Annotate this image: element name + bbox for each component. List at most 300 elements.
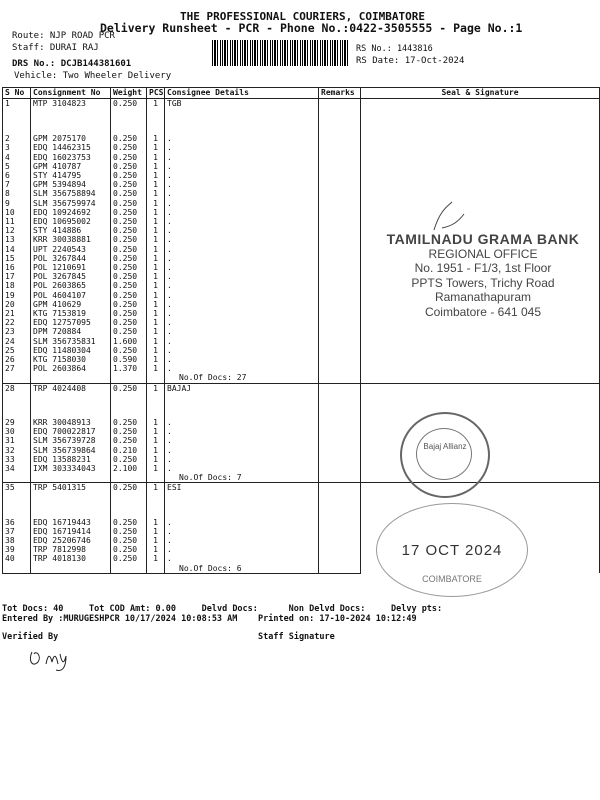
spacer-cell (147, 108, 165, 134)
consignment-no: IXM 303334043 (31, 464, 111, 473)
vehicle: Vehicle: Two Wheeler Delivery (14, 71, 172, 81)
consignment-no: EDQ 14462315 (31, 143, 111, 152)
bank-stamp-line: No. 1951 - F1/3, 1st Floor (414, 261, 552, 275)
consignee: . (165, 263, 319, 272)
sno: 35 (3, 483, 31, 493)
consignee: . (165, 455, 319, 464)
consignment-no: STY 414886 (31, 226, 111, 235)
col-consignee: Consignee Details (165, 88, 319, 99)
consignee: . (165, 180, 319, 189)
sno: 21 (3, 309, 31, 318)
remarks (319, 309, 361, 318)
remarks (319, 455, 361, 464)
remarks (319, 464, 361, 473)
consignee: . (165, 346, 319, 355)
col-pcs: PCS (147, 88, 165, 99)
pcs: 1 (147, 464, 165, 473)
sno (3, 373, 31, 383)
weight: 0.250 (111, 226, 147, 235)
sno: 19 (3, 291, 31, 300)
pcs: 1 (147, 291, 165, 300)
rs-date: RS Date: 17-Oct-2024 (356, 56, 465, 66)
consignment-no: EDQ 16719414 (31, 527, 111, 536)
consignment-no (31, 473, 111, 483)
sno: 25 (3, 346, 31, 355)
consignment-no: SLM 356735831 (31, 337, 111, 346)
consignment-no: KRR 30038881 (31, 235, 111, 244)
weight (111, 564, 147, 574)
table-row (3, 99, 600, 109)
spacer-cell (147, 493, 165, 518)
weight: 0.250 (111, 545, 147, 554)
remarks (319, 318, 361, 327)
remarks (319, 346, 361, 355)
pcs: 1 (147, 545, 165, 554)
consignment-no: GPM 2075170 (31, 134, 111, 143)
remarks (319, 355, 361, 364)
weight: 0.250 (111, 162, 147, 171)
consignee: . (165, 364, 319, 373)
consignment-no: KTG 7153819 (31, 309, 111, 318)
pcs: 1 (147, 309, 165, 318)
consignment-no: EDQ 10924692 (31, 208, 111, 217)
docs-count: No.Of Docs: 7 (165, 473, 319, 483)
consignment-no: GPM 410787 (31, 162, 111, 171)
remarks (319, 383, 361, 393)
weight: 0.250 (111, 245, 147, 254)
remarks (319, 199, 361, 208)
col-seal: Seal & Signature (361, 88, 600, 99)
sno: 26 (3, 355, 31, 364)
pcs: 1 (147, 162, 165, 171)
verified-by: Verified By (2, 632, 59, 642)
weight: 0.250 (111, 153, 147, 162)
sno: 36 (3, 518, 31, 527)
pcs: 1 (147, 337, 165, 346)
consignee: . (165, 189, 319, 198)
consignee: ESI (165, 483, 319, 493)
consignee: BAJAJ (165, 383, 319, 393)
remarks (319, 272, 361, 281)
weight: 0.250 (111, 518, 147, 527)
consignee: . (165, 235, 319, 244)
sno: 40 (3, 554, 31, 563)
sno: 24 (3, 337, 31, 346)
consignee: . (165, 217, 319, 226)
weight: 0.250 (111, 99, 147, 109)
weight: 2.100 (111, 464, 147, 473)
staff: Staff: DURAI RAJ (12, 43, 99, 53)
pcs: 1 (147, 455, 165, 464)
sno: 28 (3, 383, 31, 393)
weight: 0.250 (111, 318, 147, 327)
consignment-no: TRP 4024408 (31, 383, 111, 393)
weight: 0.250 (111, 483, 147, 493)
pcs: 1 (147, 281, 165, 290)
consignee: . (165, 554, 319, 563)
sno: 11 (3, 217, 31, 226)
pcs: 1 (147, 536, 165, 545)
spacer-cell (3, 393, 31, 418)
tot-docs: Tot Docs: 40 (2, 604, 64, 614)
weight: 0.250 (111, 291, 147, 300)
delvd-docs: Delvd Docs: (201, 604, 258, 614)
sno: 14 (3, 245, 31, 254)
remarks (319, 189, 361, 198)
remarks (319, 473, 361, 483)
pcs: 1 (147, 272, 165, 281)
pcs: 1 (147, 245, 165, 254)
weight: 0.250 (111, 254, 147, 263)
weight: 0.590 (111, 355, 147, 364)
weight: 0.250 (111, 300, 147, 309)
pcs: 1 (147, 217, 165, 226)
consignment-no: EDQ 25206746 (31, 536, 111, 545)
col-consignment: Consignment No (31, 88, 111, 99)
sno: 1 (3, 99, 31, 109)
spacer-cell (111, 393, 147, 418)
bank-stamp-line: REGIONAL OFFICE (428, 246, 538, 261)
pcs: 1 (147, 436, 165, 445)
sno: 30 (3, 427, 31, 436)
pcs: 1 (147, 143, 165, 152)
weight: 0.250 (111, 527, 147, 536)
consignee: . (165, 327, 319, 336)
sno: 5 (3, 162, 31, 171)
staff-signature: Staff Signature (258, 632, 335, 642)
consignee: . (165, 518, 319, 527)
weight: 0.250 (111, 180, 147, 189)
remarks (319, 208, 361, 217)
remarks (319, 291, 361, 300)
remarks (319, 180, 361, 189)
company-seal (400, 412, 490, 498)
consignment-no: POL 4604107 (31, 291, 111, 300)
consignee: . (165, 226, 319, 235)
spacer-cell (31, 493, 111, 518)
col-weight: Weight (111, 88, 147, 99)
consignee: . (165, 208, 319, 217)
consignment-no (31, 373, 111, 383)
consignee: . (165, 309, 319, 318)
tot-cod: Tot COD Amt: 0.00 (89, 604, 177, 614)
weight: 0.250 (111, 309, 147, 318)
spacer-cell (3, 108, 31, 134)
sno: 17 (3, 272, 31, 281)
sno: 34 (3, 464, 31, 473)
footer-totals (2, 604, 442, 614)
pcs: 1 (147, 355, 165, 364)
sno: 4 (3, 153, 31, 162)
weight: 1.370 (111, 364, 147, 373)
remarks (319, 134, 361, 143)
sno: 39 (3, 545, 31, 554)
verifier-signature (26, 644, 86, 674)
sno: 2 (3, 134, 31, 143)
consignment-no: POL 3267844 (31, 254, 111, 263)
consignment-no: MTP 3104823 (31, 99, 111, 109)
entered-by: Entered By :MURUGESHPCR 10/17/2024 10:08:53 AM (2, 614, 238, 624)
sno: 15 (3, 254, 31, 263)
consignee: . (165, 427, 319, 436)
sno: 22 (3, 318, 31, 327)
spacer-cell (165, 493, 319, 518)
delvy-pts: Delvy pts: (390, 604, 443, 614)
consignee: . (165, 527, 319, 536)
sno (3, 564, 31, 574)
weight: 0.250 (111, 189, 147, 198)
pcs: 1 (147, 263, 165, 272)
sno: 3 (3, 143, 31, 152)
spacer-cell (319, 393, 361, 418)
route: Route: NJP ROAD PCR (12, 31, 115, 41)
sno: 18 (3, 281, 31, 290)
printed-on: Printed on: 17-10-2024 10:12:49 (258, 614, 417, 624)
pcs: 1 (147, 208, 165, 217)
pcs: 1 (147, 346, 165, 355)
remarks (319, 99, 361, 109)
consignment-no: EDQ 16719443 (31, 518, 111, 527)
weight: 0.250 (111, 272, 147, 281)
consignment-no: STY 414795 (31, 171, 111, 180)
remarks (319, 171, 361, 180)
barcode (212, 40, 348, 66)
pcs: 1 (147, 189, 165, 198)
consignee: . (165, 245, 319, 254)
consignee: . (165, 171, 319, 180)
consignment-no: POL 2603864 (31, 364, 111, 373)
docs-count: No.Of Docs: 6 (165, 564, 319, 574)
weight: 0.250 (111, 536, 147, 545)
spacer-cell (147, 393, 165, 418)
pcs: 1 (147, 527, 165, 536)
weight: 0.250 (111, 134, 147, 143)
pcs: 1 (147, 518, 165, 527)
weight: 0.250 (111, 235, 147, 244)
remarks (319, 327, 361, 336)
weight: 0.250 (111, 171, 147, 180)
pcs: 1 (147, 383, 165, 393)
rs-number: RS No.: 1443816 (356, 44, 433, 54)
signature-mark (430, 200, 470, 234)
remarks (319, 254, 361, 263)
pcs: 1 (147, 199, 165, 208)
consignee: . (165, 355, 319, 364)
sno: 32 (3, 446, 31, 455)
pcs (147, 473, 165, 483)
remarks (319, 153, 361, 162)
spacer-cell (165, 393, 319, 418)
date-stamp (376, 503, 528, 597)
consignment-no (31, 564, 111, 574)
remarks (319, 373, 361, 383)
drs-number: DRS No.: DCJB144381601 (12, 59, 132, 69)
consignment-no: TRP 7812998 (31, 545, 111, 554)
company-name: THE PROFESSIONAL COURIERS, COIMBATORE (180, 10, 426, 23)
spacer-cell (31, 108, 111, 134)
consignment-no: GPM 5394894 (31, 180, 111, 189)
weight: 0.250 (111, 327, 147, 336)
remarks (319, 518, 361, 527)
consignee: . (165, 291, 319, 300)
col-remarks: Remarks (319, 88, 361, 99)
bank-stamp-line: Coimbatore - 641 045 (424, 304, 542, 319)
sno: 37 (3, 527, 31, 536)
bank-stamp-line: PPTS Towers, Trichy Road (411, 275, 555, 290)
consignment-no: SLM 356739864 (31, 446, 111, 455)
sno: 8 (3, 189, 31, 198)
remarks (319, 300, 361, 309)
pcs: 1 (147, 254, 165, 263)
weight: 0.250 (111, 418, 147, 427)
remarks (319, 436, 361, 445)
consignee: . (165, 254, 319, 263)
bank-stamp-line: Ramanathapuram (434, 290, 532, 304)
table-row (3, 383, 600, 393)
remarks (319, 564, 361, 574)
consignee: . (165, 300, 319, 309)
weight: 0.250 (111, 455, 147, 464)
remarks (319, 217, 361, 226)
bank-stamp-line: TAMILNADU GRAMA BANK (386, 231, 580, 247)
weight: 0.250 (111, 199, 147, 208)
remarks (319, 337, 361, 346)
pcs: 1 (147, 483, 165, 493)
pcs: 1 (147, 300, 165, 309)
pcs: 1 (147, 171, 165, 180)
weight: 0.250 (111, 383, 147, 393)
consignee: . (165, 418, 319, 427)
weight: 0.250 (111, 217, 147, 226)
pcs: 1 (147, 427, 165, 436)
remarks (319, 162, 361, 171)
consignment-no: POL 1210691 (31, 263, 111, 272)
weight: 0.250 (111, 346, 147, 355)
remarks (319, 281, 361, 290)
table-row (3, 483, 600, 493)
sno: 31 (3, 436, 31, 445)
sno: 20 (3, 300, 31, 309)
weight: 0.250 (111, 263, 147, 272)
weight: 1.600 (111, 337, 147, 346)
runsheet-title: Delivery Runsheet - PCR - Phone No.:0422-3505555 - Page No.:1 (100, 21, 523, 35)
remarks (319, 235, 361, 244)
stamp-city: COIMBATORE (422, 574, 482, 584)
remarks (319, 427, 361, 436)
pcs: 1 (147, 318, 165, 327)
consignee: . (165, 464, 319, 473)
consignment-no: POL 3267845 (31, 272, 111, 281)
bank-stamp (378, 232, 588, 319)
remarks (319, 245, 361, 254)
sno: 29 (3, 418, 31, 427)
consignee: . (165, 162, 319, 171)
remarks (319, 364, 361, 373)
weight: 0.250 (111, 427, 147, 436)
consignment-no: GPM 410629 (31, 300, 111, 309)
pcs: 1 (147, 418, 165, 427)
seal-text: Bajaj Allianz (423, 442, 467, 451)
pcs: 1 (147, 446, 165, 455)
consignee: . (165, 446, 319, 455)
sno: 27 (3, 364, 31, 373)
sno: 10 (3, 208, 31, 217)
non-delvd-docs: Non Delvd Docs: (288, 604, 366, 614)
remarks (319, 554, 361, 563)
weight: 0.250 (111, 208, 147, 217)
pcs: 1 (147, 180, 165, 189)
pcs: 1 (147, 235, 165, 244)
stamp-date: 17 OCT 2024 (401, 542, 503, 559)
spacer-cell (3, 493, 31, 518)
docs-count: No.Of Docs: 27 (165, 373, 319, 383)
consignment-no: EDQ 700022817 (31, 427, 111, 436)
pcs: 1 (147, 226, 165, 235)
remarks (319, 536, 361, 545)
consignment-no: EDQ 12757095 (31, 318, 111, 327)
consignee: . (165, 199, 319, 208)
pcs: 1 (147, 134, 165, 143)
table-header (3, 88, 600, 99)
spacer-cell (165, 108, 319, 134)
consignee: TGB (165, 99, 319, 109)
consignee: . (165, 536, 319, 545)
consignee: . (165, 545, 319, 554)
weight: 0.250 (111, 554, 147, 563)
consignee: . (165, 143, 319, 152)
sno: 9 (3, 199, 31, 208)
consignment-no: EDQ 13588231 (31, 455, 111, 464)
consignment-no: KRR 30048913 (31, 418, 111, 427)
consignee: . (165, 281, 319, 290)
pcs: 1 (147, 554, 165, 563)
remarks (319, 527, 361, 536)
weight (111, 473, 147, 483)
consignee: . (165, 337, 319, 346)
spacer-cell (111, 493, 147, 518)
consignment-no: SLM 356739728 (31, 436, 111, 445)
weight: 0.250 (111, 143, 147, 152)
sno: 6 (3, 171, 31, 180)
consignment-no: EDQ 16023753 (31, 153, 111, 162)
sno: 7 (3, 180, 31, 189)
consignment-no: DPM 720884 (31, 327, 111, 336)
pcs (147, 373, 165, 383)
sno: 23 (3, 327, 31, 336)
remarks (319, 143, 361, 152)
pcs (147, 564, 165, 574)
sno: 16 (3, 263, 31, 272)
consignment-no: TRP 4018130 (31, 554, 111, 563)
consignee: . (165, 272, 319, 281)
consignment-no: SLM 356758894 (31, 189, 111, 198)
consignment-no: TRP 5401315 (31, 483, 111, 493)
runsheet-table (2, 87, 600, 574)
spacer-cell (319, 108, 361, 134)
weight (111, 373, 147, 383)
remarks (319, 446, 361, 455)
consignment-no: UPT 2240543 (31, 245, 111, 254)
pcs: 1 (147, 364, 165, 373)
pcs: 1 (147, 153, 165, 162)
sno: 38 (3, 536, 31, 545)
remarks (319, 263, 361, 272)
consignee: . (165, 134, 319, 143)
sno: 13 (3, 235, 31, 244)
weight: 0.250 (111, 281, 147, 290)
col-sno: S No (3, 88, 31, 99)
sno: 33 (3, 455, 31, 464)
